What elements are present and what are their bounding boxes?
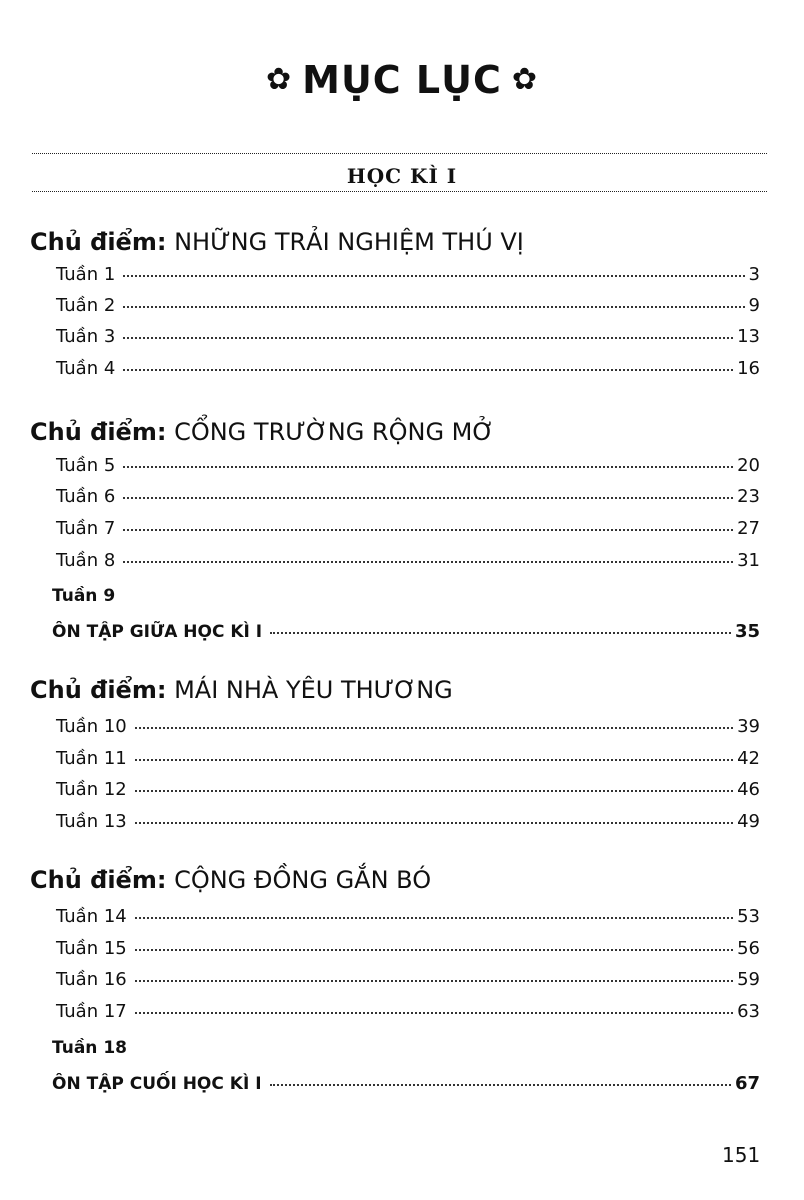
toc-entry[interactable] [56,779,760,805]
dot-leader [135,980,733,982]
entry-name: Tuần 12 [56,779,127,800]
entry-page: 56 [737,938,760,959]
toc-entry[interactable] [56,486,760,512]
dot-leader [135,917,733,919]
divider [32,191,767,192]
topic-label: Chủ điểm: [30,866,167,894]
entry-page: 9 [748,295,760,316]
page-number: 151 [722,1143,761,1167]
dot-leader [270,632,731,634]
entry-name: Tuần 3 [56,326,116,347]
entry-name: ÔN TẬP CUỐI HỌC KÌ I [52,1074,262,1094]
divider [32,153,767,154]
entry-name: Tuần 8 [56,550,116,571]
toc-entry[interactable] [56,455,760,481]
dot-leader [123,561,733,563]
entry-page: 27 [737,518,760,539]
entry-page: 42 [737,748,760,769]
entry-name: Tuần 2 [56,295,116,316]
toc-entry[interactable] [56,326,760,352]
topic-heading [30,228,524,256]
entry-page: 53 [737,906,760,927]
toc-entry[interactable] [56,550,760,576]
dot-leader [135,822,733,824]
toc-entry[interactable] [56,264,760,290]
dot-leader [135,727,733,729]
dot-leader [135,1012,733,1014]
topic-heading [30,418,494,446]
toc-entry[interactable] [56,969,760,995]
entry-name: Tuần 16 [56,969,127,990]
entry-page: 59 [737,969,760,990]
entry-page: 46 [737,779,760,800]
entry-name: Tuần 6 [56,486,116,507]
dot-leader [123,466,733,468]
topic-name: NHỮNG TRẢI NGHIỆM THÚ VỊ [174,228,524,256]
entry-page: 35 [734,621,760,642]
topic-name: CỔNG TRƯỜNG RỘNG MỞ [174,418,495,446]
entry-name: Tuần 11 [56,748,127,769]
dot-leader [135,790,733,792]
toc-entry[interactable] [56,716,760,742]
toc-review-entry[interactable] [52,621,760,647]
toc-entry[interactable] [56,295,760,321]
topic-heading [30,866,431,894]
entry-page: 31 [737,550,760,571]
flower-icon: ✿ [265,62,293,97]
review-week-label: Tuần 18 [52,1038,127,1058]
entry-name: Tuần 15 [56,938,127,959]
toc-entry[interactable] [56,358,760,384]
topic-name: CỘNG ĐỒNG GẮN BÓ [174,866,432,894]
dot-leader [135,759,733,761]
toc-entry[interactable] [56,811,760,837]
entry-page: 39 [737,716,760,737]
topic-label: Chủ điểm: [30,418,167,446]
page-title [0,58,804,102]
review-week-label: Tuần 9 [52,586,116,606]
topic-name: MÁI NHÀ YÊU THƯƠNG [174,676,453,704]
dot-leader [270,1084,731,1086]
dot-leader [123,497,733,499]
flower-icon: ✿ [511,62,539,97]
entry-name: ÔN TẬP GIỮA HỌC KÌ I [52,622,263,642]
toc-entry[interactable] [56,748,760,774]
entry-name: Tuần 1 [56,264,116,285]
entry-name: Tuần 4 [56,358,116,379]
entry-name: Tuần 7 [56,518,116,539]
toc-entry[interactable] [56,518,760,544]
dot-leader [123,306,744,308]
title-text: MỤC LỤC [302,58,502,102]
dot-leader [135,949,733,951]
entry-name: Tuần 10 [56,716,127,737]
dot-leader [123,369,733,371]
dot-leader [123,275,744,277]
entry-page: 16 [737,358,760,379]
toc-entry[interactable] [56,938,760,964]
entry-page: 67 [734,1073,760,1094]
entry-page: 23 [737,486,760,507]
entry-name: Tuần 13 [56,811,127,832]
toc-entry[interactable] [56,906,760,932]
entry-name: Tuần 14 [56,906,127,927]
dot-leader [123,529,733,531]
entry-name: Tuần 17 [56,1001,127,1022]
entry-page: 13 [737,326,760,347]
topic-label: Chủ điểm: [30,676,167,704]
dot-leader [123,337,733,339]
toc-entry[interactable] [56,1001,760,1027]
topic-label: Chủ điểm: [30,228,167,256]
semester-heading: HỌC KÌ I [346,164,458,188]
topic-heading [30,676,453,704]
entry-page: 20 [737,455,760,476]
entry-page: 3 [748,264,760,285]
toc-review-entry[interactable] [52,1073,760,1099]
entry-name: Tuần 5 [56,455,116,476]
entry-page: 49 [737,811,760,832]
entry-page: 63 [737,1001,760,1022]
